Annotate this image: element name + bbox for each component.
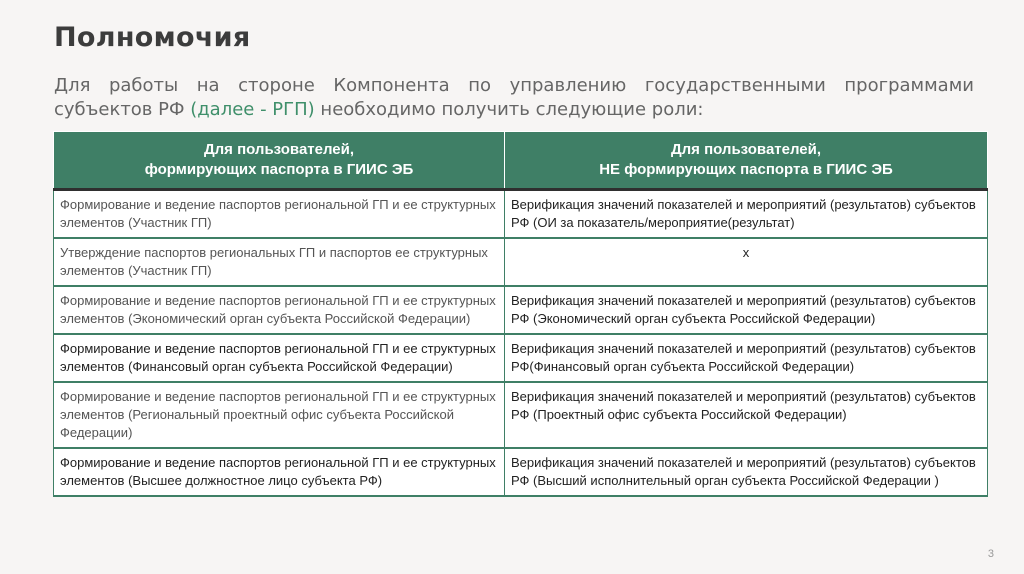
intro-paragraph (54, 74, 974, 122)
role-cell-right: Верификация значений показателей и мероприятий (результатов) субъектов РФ (ОИ за показатель/мероприятие(результат) (505, 190, 988, 239)
header-nonforming-users (505, 132, 988, 190)
table-row (54, 286, 988, 334)
role-cell-right: Верификация значений показателей и мероприятий (результатов) субъектов РФ (Экономический орган субъекта Российской Федерации) (505, 286, 988, 334)
role-cell-right: Верификация значений показателей и мероприятий (результатов) субъектов РФ(Финансовый орган субъекта Российской Федерации) (505, 334, 988, 382)
header-nonforming-line1: Для пользователей, (670, 141, 822, 158)
header-forming-users (54, 132, 505, 190)
intro-text-part2: необходимо получить следующие роли: (314, 99, 704, 120)
header-forming-line1: Для пользователей, (203, 141, 355, 158)
table-row (54, 448, 988, 496)
intro-accent: (далее - РГП) (190, 99, 315, 120)
role-cell-right: х (505, 238, 988, 286)
table-row (54, 238, 988, 286)
role-cell-right: Верификация значений показателей и мероприятий (результатов) субъектов РФ (Высший исполнительный орган субъекта Российской Федерации ) (505, 448, 988, 496)
table-row (54, 334, 988, 382)
role-cell-left: Формирование и ведение паспортов региональной ГП и ее структурных элементов (Участник ГП) (54, 190, 505, 239)
header-forming-line2: формирующих паспорта в ГИИС ЭБ (144, 161, 414, 178)
table-row (54, 190, 988, 239)
role-cell-left: Формирование и ведение паспортов региональной ГП и ее структурных элементов (Экономический орган субъекта Российской Федерации) (54, 286, 505, 334)
slide-title: Полномочия (54, 22, 251, 53)
intro-text-part1: Для работы на стороне Компонента по управлению государственными программами субъектов РФ (54, 75, 974, 120)
roles-table (53, 131, 988, 497)
role-cell-left: Утверждение паспортов региональных ГП и паспортов ее структурных элементов (Участник ГП) (54, 238, 505, 286)
role-cell-right: Верификация значений показателей и мероприятий (результатов) субъектов РФ (Проектный офис субъекта Российской Федерации) (505, 382, 988, 448)
page-number: 3 (987, 548, 994, 560)
header-nonforming-line2: НЕ формирующих паспорта в ГИИС ЭБ (599, 161, 893, 178)
table-header-row (54, 132, 988, 190)
table-row (54, 382, 988, 448)
role-cell-left: Формирование и ведение паспортов региональной ГП и ее структурных элементов (Региональный проектный офис субъекта Российской Федерации) (54, 382, 505, 448)
role-cell-left: Формирование и ведение паспортов региональной ГП и ее структурных элементов (Высшее должностное лицо субъекта РФ) (54, 448, 505, 496)
role-cell-left: Формирование и ведение паспортов региональной ГП и ее структурных элементов (Финансовый орган субъекта Российской Федерации) (54, 334, 505, 382)
